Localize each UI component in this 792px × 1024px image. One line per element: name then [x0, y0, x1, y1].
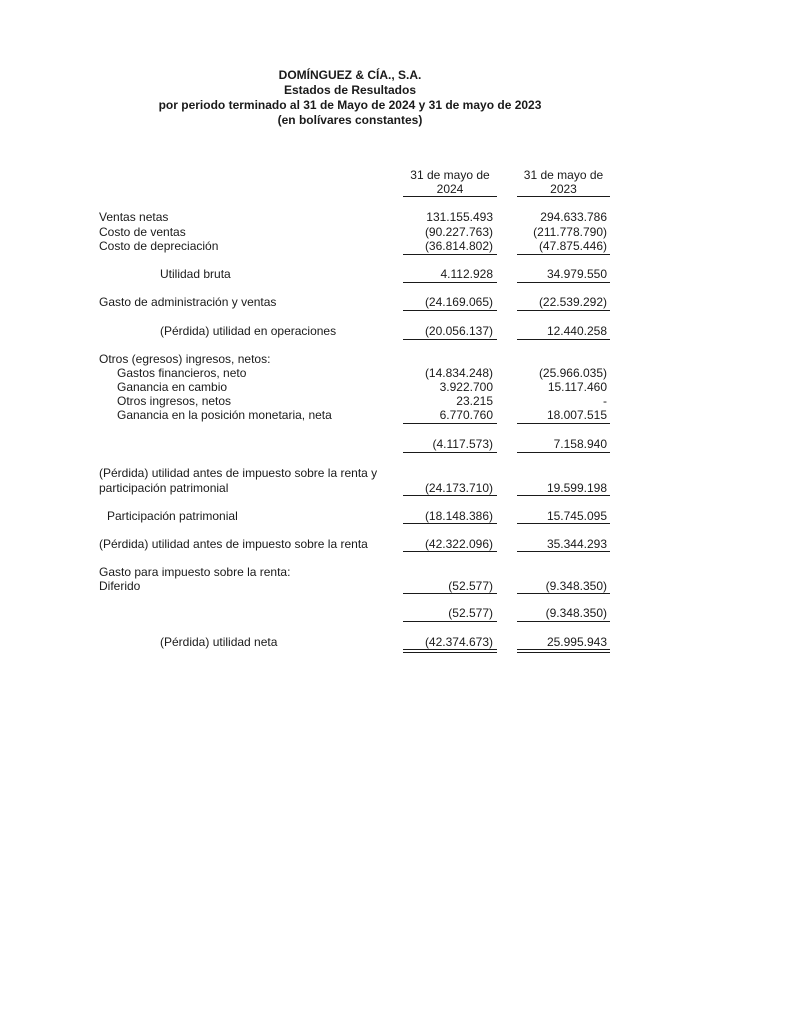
- column-header-rule-2024: [403, 196, 497, 197]
- column-header-2024-line1: 31 de mayo de: [410, 168, 490, 182]
- rule-gasto-admin-2024: [403, 310, 497, 311]
- rule-depreciacion-2023: [517, 254, 610, 255]
- rule-subtotal-impuesto-2024: [403, 621, 497, 622]
- statement-title: Estados de Resultados: [283, 83, 417, 97]
- column-header-2023: [517, 168, 610, 196]
- section-label-gasto-impuesto: Gasto para impuesto sobre la renta:: [99, 565, 291, 579]
- value-ganancia-cambio-2023: 15.117.460: [547, 380, 607, 394]
- value-gastos-financieros-2023: (25.966.035): [538, 366, 607, 380]
- value-utilidad-neta-2024: (42.374.673): [424, 635, 493, 649]
- double-rule-utilidad-neta-2023: [517, 649, 610, 653]
- section-label-otros: Otros (egresos) ingresos, netos:: [99, 352, 271, 366]
- value-utilidad-bruta-2023: 34.979.550: [546, 267, 607, 281]
- value-utilidad-bruta-2024: 4.112.928: [440, 267, 493, 281]
- rule-gasto-admin-2023: [517, 310, 610, 311]
- value-costo-depreciacion-2023: (47.875.446): [538, 239, 607, 253]
- rule-subtotal-otros-2023: [517, 452, 610, 453]
- value-antes-impuesto-particip-2024: (24.173.710): [424, 481, 493, 495]
- rule-antes-impuesto-particip-2023: [517, 495, 610, 496]
- value-otros-ingresos-2023: -: [603, 394, 607, 408]
- value-antes-impuesto-2023: 35.344.293: [546, 537, 607, 551]
- column-header-2023-line2: 2023: [550, 182, 577, 196]
- rule-util-operaciones-2023: [517, 339, 610, 340]
- row-label-antes-impuesto-particip-line1: (Pérdida) utilidad antes de impuesto sobre la renta y: [99, 466, 378, 480]
- rule-participacion-2023: [517, 523, 610, 524]
- value-gasto-admin-2024: (24.169.065): [424, 295, 493, 309]
- row-label-antes-impuesto-particip-line2: participación patrimonial: [99, 481, 229, 495]
- row-label-ganancia-cambio: Ganancia en cambio: [117, 380, 228, 394]
- row-label-diferido: Diferido: [99, 579, 141, 593]
- value-util-operaciones-2023: 12.440.258: [546, 324, 607, 338]
- rule-diferido-2023: [517, 593, 610, 594]
- value-costo-ventas-2023: (211.778.790): [533, 225, 607, 239]
- statement-period: por periodo terminado al 31 de Mayo de 2024 y 31 de mayo de 2023: [158, 98, 542, 112]
- value-gastos-financieros-2024: (14.834.248): [424, 366, 493, 380]
- value-costo-depreciacion-2024: (36.814.802): [424, 239, 493, 253]
- value-participacion-2023: 15.745.095: [546, 509, 607, 523]
- column-header-2024-line2: 2024: [436, 182, 464, 196]
- value-participacion-2024: (18.148.386): [424, 509, 493, 523]
- value-antes-impuesto-2024: (42.322.096): [424, 537, 493, 551]
- rule-utilidad-bruta-2024: [403, 282, 497, 283]
- row-label-gasto-admin: Gasto de administración y ventas: [99, 295, 277, 309]
- row-label-utilidad-bruta: Utilidad bruta: [160, 267, 231, 281]
- value-subtotal-otros-2023: 7.158.940: [553, 437, 607, 451]
- column-header-2023-line1: 31 de mayo de: [523, 168, 604, 182]
- value-ganancia-posicion-2023: 18.007.515: [546, 408, 607, 422]
- rule-antes-impuesto-2023: [517, 551, 610, 552]
- rule-antes-impuesto-particip-2024: [403, 495, 497, 496]
- rule-ganancia-posicion-2023: [517, 423, 610, 424]
- value-gasto-admin-2023: (22.539.292): [538, 295, 607, 309]
- value-otros-ingresos-2024: 23.215: [456, 394, 493, 408]
- row-label-antes-impuesto: (Pérdida) utilidad antes de impuesto sobre la renta: [99, 537, 368, 551]
- company-name: DOMÍNGUEZ & CÍA., S.A.: [278, 68, 422, 82]
- value-util-operaciones-2024: (20.056.137): [424, 324, 493, 338]
- rule-util-operaciones-2024: [403, 339, 497, 340]
- rule-ganancia-posicion-2024: [403, 423, 497, 424]
- value-diferido-2024: (52.577): [448, 579, 493, 593]
- value-costo-ventas-2024: (90.227.763): [424, 225, 493, 239]
- value-ventas-netas-2023: 294.633.786: [540, 210, 607, 224]
- rule-depreciacion-2024: [403, 254, 497, 255]
- value-subtotal-impuesto-2024: (52.577): [448, 606, 493, 620]
- value-ganancia-cambio-2024: 3.922.700: [439, 380, 493, 394]
- value-ganancia-posicion-2024: 6.770.760: [439, 408, 493, 422]
- row-label-utilidad-neta: (Pérdida) utilidad neta: [160, 635, 278, 649]
- row-label-costo-ventas: Costo de ventas: [99, 225, 186, 239]
- value-utilidad-neta-2023: 25.995.943: [546, 635, 607, 649]
- row-label-participacion: Participación patrimonial: [107, 509, 238, 523]
- value-subtotal-impuesto-2023: (9.348.350): [545, 606, 607, 620]
- double-rule-utilidad-neta-2024: [403, 649, 497, 653]
- value-ventas-netas-2024: 131.155.493: [426, 210, 493, 224]
- value-diferido-2023: (9.348.350): [545, 579, 607, 593]
- column-header-2024: [403, 168, 497, 196]
- rule-subtotal-otros-2024: [403, 452, 497, 453]
- row-label-gastos-financieros: Gastos financieros, neto: [117, 366, 247, 380]
- column-header-rule-2023: [517, 196, 610, 197]
- value-antes-impuesto-particip-2023: 19.599.198: [546, 481, 607, 495]
- value-subtotal-otros-2024: (4.117.573): [432, 437, 493, 451]
- rule-antes-impuesto-2024: [403, 551, 497, 552]
- row-label-ganancia-posicion: Ganancia en la posición monetaria, neta: [117, 408, 332, 422]
- row-label-costo-depreciacion: Costo de depreciación: [99, 239, 219, 253]
- row-label-util-operaciones: (Pérdida) utilidad en operaciones: [160, 324, 337, 338]
- rule-subtotal-impuesto-2023: [517, 621, 610, 622]
- row-label-ventas-netas: Ventas netas: [99, 210, 169, 224]
- rule-utilidad-bruta-2023: [517, 282, 610, 283]
- row-label-otros-ingresos: Otros ingresos, netos: [117, 394, 232, 408]
- rule-participacion-2024: [403, 523, 497, 524]
- rule-diferido-2024: [403, 593, 497, 594]
- statement-units: (en bolívares constantes): [277, 113, 423, 127]
